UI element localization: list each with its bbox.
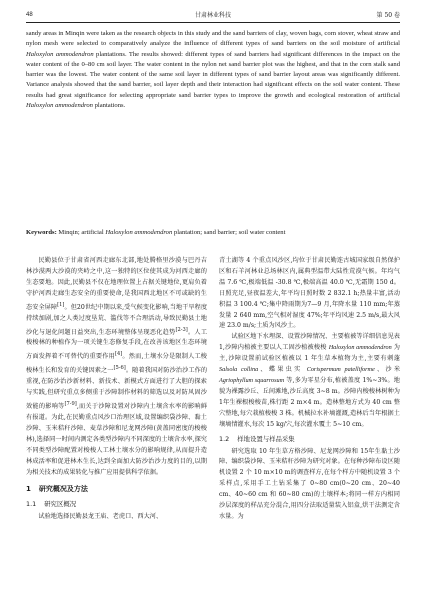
body-text: 、蝶果虫实 [258,366,307,374]
species-name: Haloxylon ammodendron [26,102,93,110]
body-text: 试验区地下水埋深、设置沙障情况、主要植被等详细信息见表 1,沙障内植被主要以人工固沙植被梭梭 [219,333,400,352]
species-name: Salsola collina [219,366,259,374]
abstract-text: plantations. The results showed: different types of sand barriers had significant differences in the impact on the water content of the 0–80 cm soil layer. The water content in the nylon net sand barrier plot was the highest, and that in the corn stalk sand barrier was the lowest. The water content of the same soil layer in different types of sand barrier layout areas was significantly different. Variance analysis showed that the sand barrier, soil layer depth and their interaction had significant effects on the soil water content. These results had great significance for selecting appropriate sand barrier types to improve the growth and ecological restoration of artificial [26,50,400,99]
intro-text: 。然而,土壤水分是限制人工梭梭林生长和发育的关键因素之一 [26,353,207,375]
intro-text: 。但20世纪中期以来,受气候变化影响,当地干旱程度持续加剧,加之人类过度垦荒、滥伐等不合理活动,导致民勤县土地沙化与退化问题日益突出,生态环境整体呈现恶化趋势 [26,303,208,336]
right-column [219,256,400,523]
intro-text: 民勤县位于甘肃省河西走廊东北部,地处腾格里沙漠与巴丹吉林沙漠两大沙漠的夹峙之中,这一独特的区位使其成为河西走廊的生态要地。因此,民勤县不仅在地理位置上占据关键地位,更肩负着守护河西走廊生态安全的重要使命,是我国西北地区不可或缺的生态安全屏障 [26,257,207,311]
section-number: 1 [26,484,31,493]
species-name: Agriophyllum squarrosum [219,376,285,384]
body-text: 等,多为零星分布,植被盖度 1%~3%。地貌为裸露沙丘、丘间滩地,沙丘高度 3~8 m。沙障内梭梭林树种为 1年生裸根梭梭苗,株行距 2 m×4 m。造林整地方式为 40 cm 整穴整地,每穴栽植梭梭 3 株。机械拉水补墒灌溉,造林后当年根据土壤墒情灌水,每次 15 kg/穴,每次灌水覆土 5~10 cm。 [219,376,400,428]
keywords-label: Keywords: [26,229,57,236]
citation: [4] [114,351,123,358]
body-text: 、沙米 [374,366,401,374]
subsection-number: 1.1 [26,499,37,508]
species-name: Corispermum patelliforme [306,366,375,374]
keywords-text: Minqin; artificial [56,229,106,236]
citation: [7-9] [64,401,77,408]
intro-paragraph [26,256,207,479]
abstract-text: sandy areas in Minqin were taken as the research objects in this study and the sand barriers of clay, woven bags, corn stover, wheat straw and nylon mesh were selected to comparatively analyze the influence of different types of sand barriers on the soil moisture of artificial [26,30,400,48]
subsection-title: 研究区概况 [44,499,77,508]
abstract-text: plantations. [92,102,126,110]
subsection-title: 样地设置与样品采集 [237,434,295,443]
intro-text: 。人工梭梭林的种植作为一项关键生态修复手段,在改善该地区生态环境方面发挥着不可替代的重要作用 [26,328,208,361]
vegetation-paragraph [219,332,400,430]
english-abstract [26,29,400,111]
running-header [26,10,400,21]
left-column [26,256,207,522]
study-area-paragraph: 试验地选择民勤县龙王庙、老虎口、西大河、 [38,512,163,520]
journal-title: 甘肃林业科技 [194,12,231,19]
species-name: Haloxylon ammodendron [328,344,392,352]
intro-text: 。随着我国对防沙治沙工作的重视,在防沙治沙新材料、新技术、新模式方面进行了大胆的探索与实践,但研究重点多侧重于沙障制作材料的筛选以及对防风固沙效能的影响等 [26,367,208,411]
species-name: Haloxylon ammodendron [105,229,173,236]
keywords-text: plantation; sand barrier; soil water content [172,229,286,236]
section-heading [26,482,207,496]
subsection-number: 1.2 [219,434,230,443]
citation: [2-3] [175,326,188,333]
citation: [1] [57,301,65,308]
species-name: Haloxylon ammodendron [26,50,94,58]
intro-text: ,而关于沙障设置对沙障内土壤含水率的影响鲜有报道。为此,在民勤重点风沙口治理区域,设置编织袋沙障、黏土沙障、玉米秸秆沙障、麦草沙障和尼龙网沙障(黄盖同密度的梭梭林),选择同一时间内测定各类型沙障内不同深度的土壤含水率,探究不同类型沙障配置对梭梭人工林土壤水分的影响规律,从而提升造林成活率和促进林木生长,达到全面加大防沙治沙力度的目的,以期为相关技术的成果转化与推广应用提供科学依据。 [26,403,208,476]
volume-label: 第 50 卷 [376,12,400,19]
citation: [5-6] [113,365,126,372]
page-number: 48 [26,12,33,18]
sampling-paragraph: 研究选取 10 年生草方格沙障、尼龙网沙障和 15年生黏土沙障、编织袋沙障、玉米秸秆沙障为研究对象。在每种沙障布设区随机设置 2 个 10 m×10 m的调查样方,在每个样方中随机设置 3 个采样点,采用手工土钻采集了 0~80 cm(0~20 cm、20~40 cm、40~60 cm 和 60~80 cm)的土壤样本;将同一样方内相同沙层深度的样品充分混合,用四分法取适量装入铝盒,烘干法测定含水量。为 [219,447,400,520]
section-title: 研究概况及方法 [38,484,88,493]
subsection-heading [26,498,207,511]
header-rule [26,22,400,23]
subsection-heading [219,433,400,446]
keywords [26,228,400,238]
body-text: 为主,沙障设置前试验区植被以 1 年生草本植物为主,主要有刺蓬 [219,344,400,363]
climate-paragraph: 青土湖等 4 个重点风沙区,均位于甘肃民勤连古城国家级自然保护区和石羊河林业总场林区内,属典型温带大陆性荒漠气候。年均气温 7.6 ℃,极端低温 -30.8 ℃,极端高温 40.0 ℃,无霜期 150 d。日照充足,昼夜温差大,年平均日照时数 2 832.1 h;热量丰富,活动积温 3 100.4 ℃;集中降雨期为7—9 月,年降水量 110 mm;年蒸发量 2 640 mm,空气相对湿度 47%;年平均风速 2.5 m/s,最大风速 23.0 m/s;土质为风沙土。 [219,257,400,330]
